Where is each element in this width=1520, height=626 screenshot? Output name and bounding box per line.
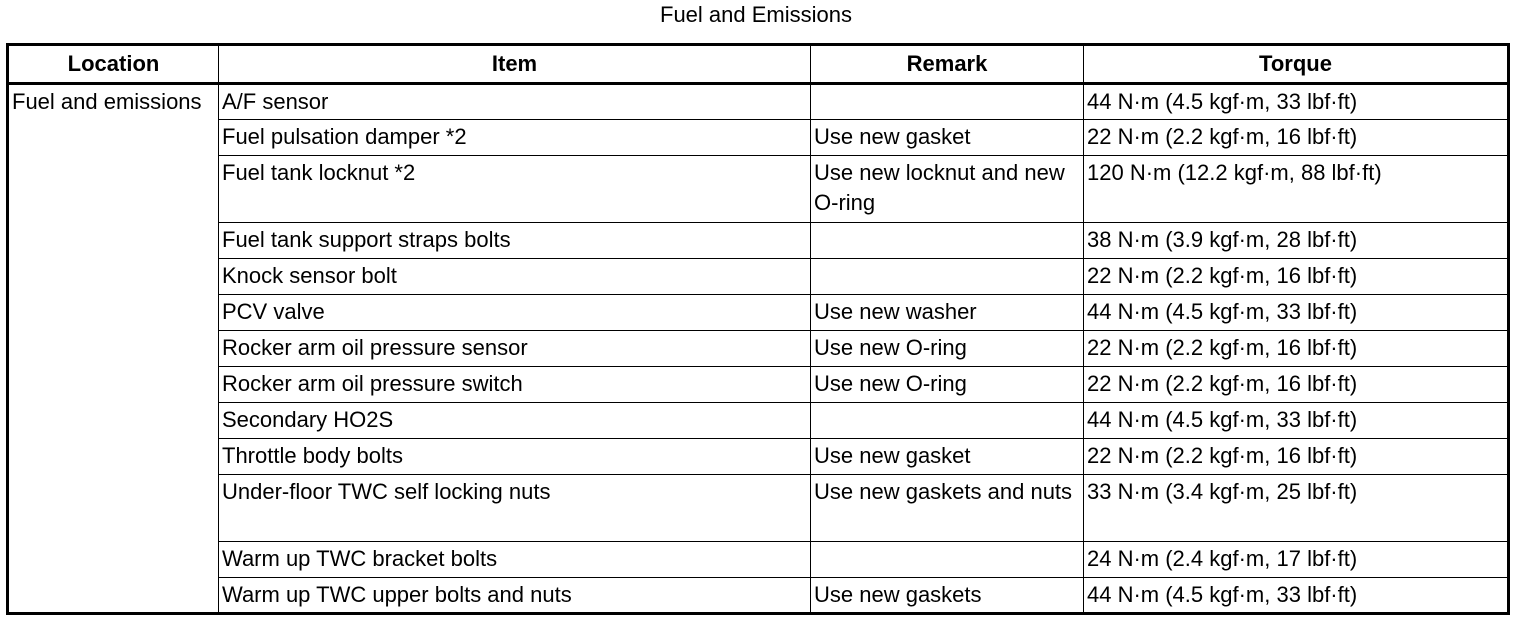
table-row [8, 295, 1509, 331]
item-cell: Warm up TWC upper bolts and nuts [219, 578, 811, 614]
table-row [8, 542, 1509, 578]
table-row [8, 331, 1509, 367]
item-cell: Fuel tank locknut *2 [219, 156, 811, 223]
table-row [8, 403, 1509, 439]
remark-cell [811, 403, 1084, 439]
torque-cell: 44 N·m (4.5 kgf·m, 33 lbf·ft) [1084, 578, 1509, 614]
torque-cell: 22 N·m (2.2 kgf·m, 16 lbf·ft) [1084, 331, 1509, 367]
torque-cell: 22 N·m (2.2 kgf·m, 16 lbf·ft) [1084, 120, 1509, 156]
column-header-item: Item [219, 45, 811, 84]
torque-cell: 44 N·m (4.5 kgf·m, 33 lbf·ft) [1084, 84, 1509, 120]
location-cell: Fuel and emissions [8, 84, 219, 614]
remark-cell: Use new O-ring [811, 331, 1084, 367]
torque-cell: 22 N·m (2.2 kgf·m, 16 lbf·ft) [1084, 367, 1509, 403]
item-cell: Rocker arm oil pressure switch [219, 367, 811, 403]
item-cell: Knock sensor bolt [219, 259, 811, 295]
remark-cell: Use new locknut and new O-ring [811, 156, 1084, 223]
remark-cell [811, 542, 1084, 578]
torque-cell: 24 N·m (2.4 kgf·m, 17 lbf·ft) [1084, 542, 1509, 578]
column-header-remark: Remark [811, 45, 1084, 84]
torque-cell: 44 N·m (4.5 kgf·m, 33 lbf·ft) [1084, 403, 1509, 439]
header-row [8, 45, 1509, 84]
column-header-location: Location [8, 45, 219, 84]
item-cell: Fuel pulsation damper *2 [219, 120, 811, 156]
torque-cell: 33 N·m (3.4 kgf·m, 25 lbf·ft) [1084, 475, 1509, 542]
remark-cell: Use new O-ring [811, 367, 1084, 403]
table-row [8, 84, 1509, 120]
torque-cell: 44 N·m (4.5 kgf·m, 33 lbf·ft) [1084, 295, 1509, 331]
remark-cell [811, 259, 1084, 295]
torque-cell: 22 N·m (2.2 kgf·m, 16 lbf·ft) [1084, 439, 1509, 475]
item-cell: Throttle body bolts [219, 439, 811, 475]
table-row [8, 223, 1509, 259]
remark-cell [811, 84, 1084, 120]
item-cell: Rocker arm oil pressure sensor [219, 331, 811, 367]
table-row [8, 475, 1509, 542]
item-cell: Warm up TWC bracket bolts [219, 542, 811, 578]
item-cell: Under-floor TWC self locking nuts [219, 475, 811, 542]
remark-cell: Use new washer [811, 295, 1084, 331]
table-row [8, 259, 1509, 295]
remark-cell: Use new gasket [811, 439, 1084, 475]
item-cell: Secondary HO2S [219, 403, 811, 439]
column-header-torque: Torque [1084, 45, 1509, 84]
remark-cell [811, 223, 1084, 259]
table-row [8, 156, 1509, 223]
remark-cell: Use new gasket [811, 120, 1084, 156]
table-row [8, 578, 1509, 614]
remark-cell: Use new gaskets [811, 578, 1084, 614]
torque-cell: 120 N·m (12.2 kgf·m, 88 lbf·ft) [1084, 156, 1509, 223]
torque-cell: 22 N·m (2.2 kgf·m, 16 lbf·ft) [1084, 259, 1509, 295]
table-row [8, 120, 1509, 156]
item-cell: PCV valve [219, 295, 811, 331]
table-row [8, 439, 1509, 475]
torque-spec-table [6, 43, 1510, 615]
table-row [8, 367, 1509, 403]
item-cell: A/F sensor [219, 84, 811, 120]
torque-cell: 38 N·m (3.9 kgf·m, 28 lbf·ft) [1084, 223, 1509, 259]
item-cell: Fuel tank support straps bolts [219, 223, 811, 259]
page-title: Fuel and Emissions [660, 2, 852, 27]
remark-cell: Use new gaskets and nuts [811, 475, 1084, 542]
